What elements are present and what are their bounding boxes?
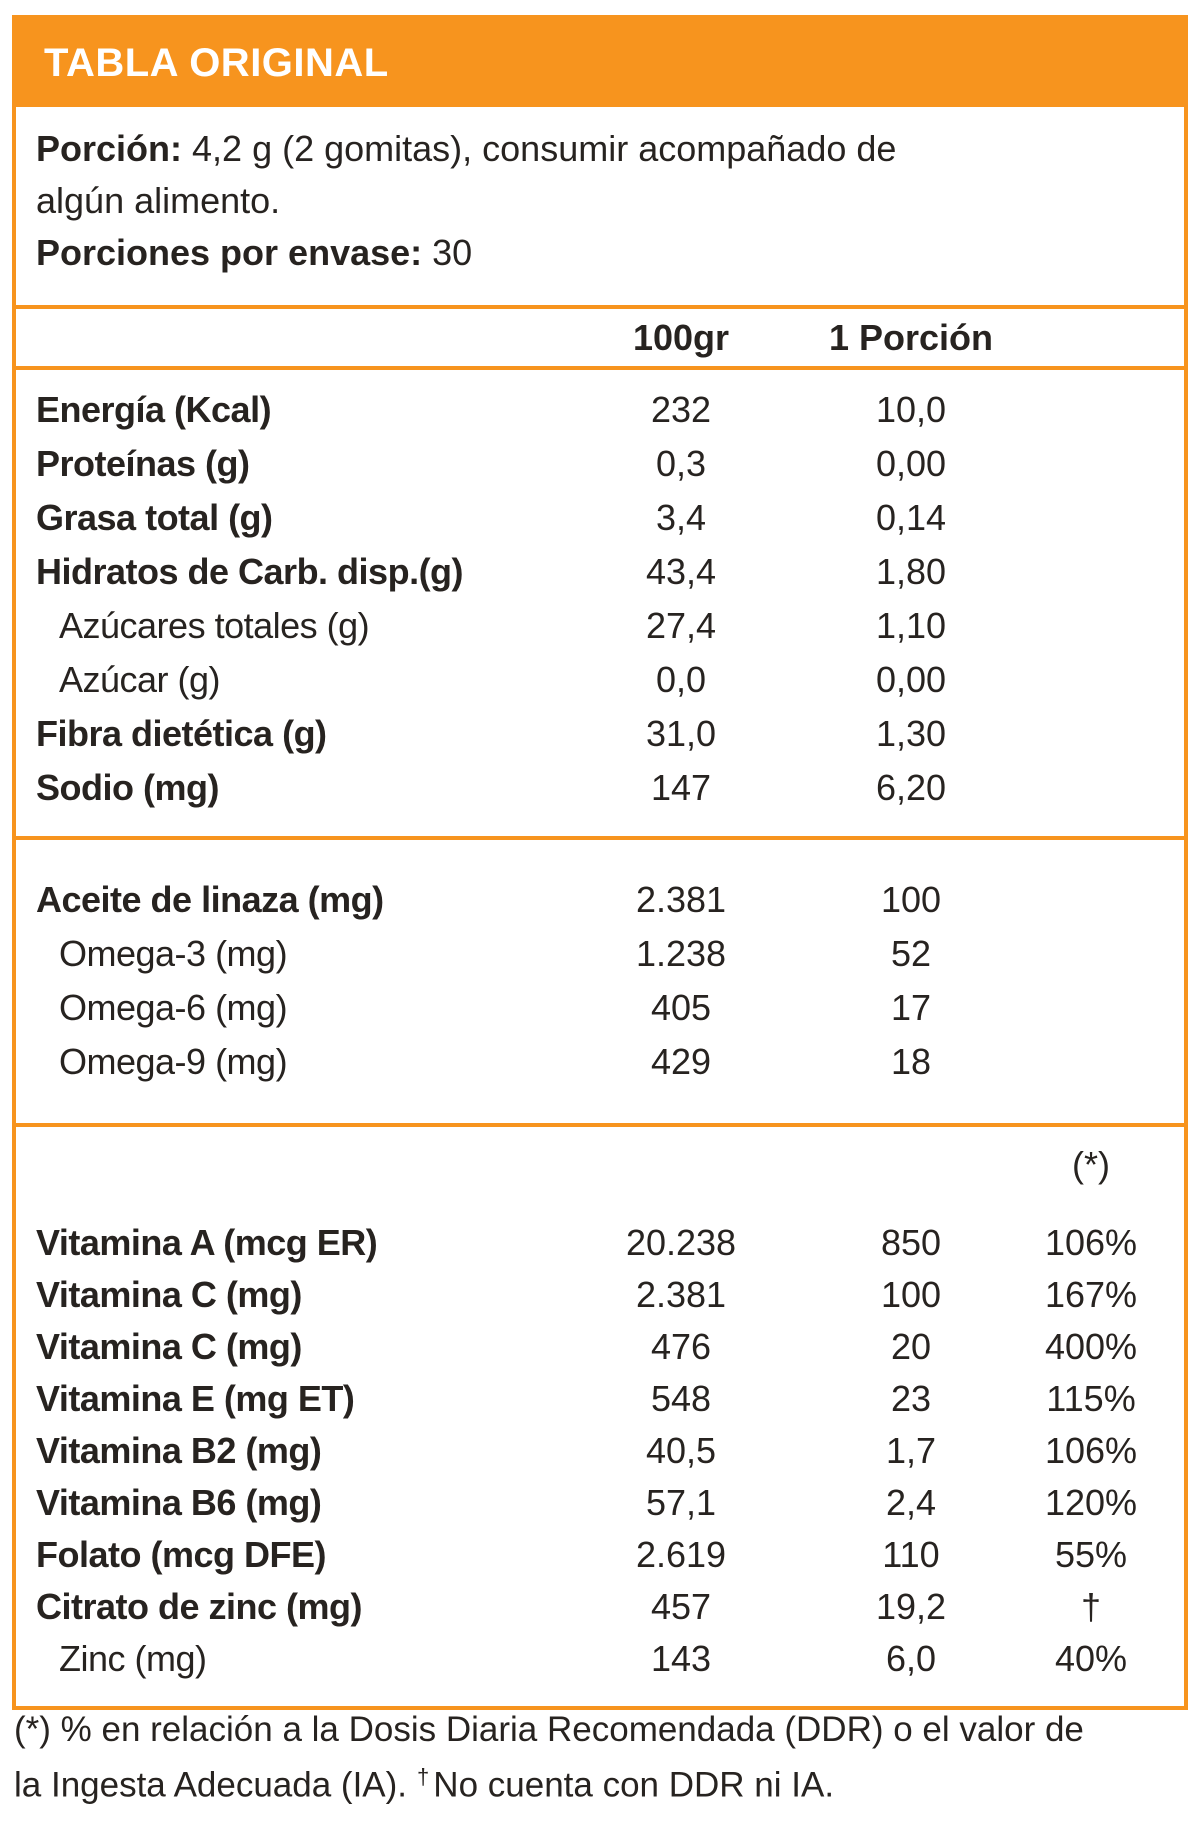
row-value-ddr: 40% — [1054, 1638, 1128, 1679]
row-value-portion: 18 — [890, 1041, 932, 1082]
row-label: Vitamina B2 (mg) — [36, 1430, 322, 1471]
table-row — [16, 599, 1184, 653]
portion-line — [36, 123, 936, 227]
row-label: Azúcar (g) — [59, 659, 221, 700]
table-row — [16, 1581, 1184, 1633]
row-value-portion: 10,0 — [875, 389, 947, 430]
footnote-line1: (*) % en relación a la Dosis Diaria Recomendada (DDR) o el valor de — [14, 1710, 1084, 1749]
row-value-portion: 850 — [880, 1222, 942, 1263]
row-value-portion: 0,00 — [875, 443, 947, 484]
row-value-100g: 3,4 — [655, 497, 707, 538]
row-value-portion: 52 — [890, 933, 932, 974]
table-row — [16, 1529, 1184, 1581]
servings-line — [36, 227, 1164, 279]
row-label: Zinc (mg) — [59, 1638, 207, 1679]
row-value-portion: 1,30 — [875, 713, 947, 754]
row-value-100g: 232 — [650, 389, 712, 430]
table-row — [16, 1373, 1184, 1425]
row-value-portion: 6,20 — [875, 767, 947, 808]
row-label: Aceite de linaza (mg) — [36, 879, 384, 920]
row-label: Omega-6 (mg) — [59, 987, 288, 1028]
row-value-100g: 1.238 — [635, 933, 727, 974]
servings-value: 30 — [432, 232, 473, 273]
row-label: Hidratos de Carb. disp.(g) — [36, 551, 464, 592]
row-value-ddr: 106% — [1044, 1430, 1138, 1471]
nutrition-table-card — [12, 15, 1188, 1710]
table-row — [16, 491, 1184, 545]
row-value-portion: 17 — [890, 987, 932, 1028]
row-label: Sodio (mg) — [36, 767, 219, 808]
row-value-ddr: 120% — [1044, 1482, 1138, 1523]
section-macronutrients — [16, 370, 1184, 836]
portion-label: Porción: — [36, 128, 183, 169]
row-value-100g: 2.381 — [635, 879, 727, 920]
table-row — [16, 1217, 1184, 1269]
table-row — [16, 707, 1184, 761]
row-value-100g: 40,5 — [645, 1430, 717, 1471]
row-value-ddr: 167% — [1044, 1274, 1138, 1315]
table-row — [16, 545, 1184, 599]
table-row — [16, 981, 1184, 1035]
row-value-portion: 1,80 — [875, 551, 947, 592]
row-label: Fibra dietética (g) — [36, 713, 327, 754]
row-value-100g: 548 — [650, 1378, 712, 1419]
row-value-portion: 6,0 — [885, 1638, 937, 1679]
row-value-portion: 23 — [890, 1378, 932, 1419]
row-label: Omega-3 (mg) — [59, 933, 288, 974]
serving-info — [16, 107, 1184, 305]
table-title: TABLA ORIGINAL — [44, 40, 389, 85]
row-label: Energía (Kcal) — [36, 389, 272, 430]
row-label: Grasa total (g) — [36, 497, 273, 538]
row-label: Omega-9 (mg) — [59, 1041, 288, 1082]
column-header-row — [16, 309, 1184, 366]
row-value-100g: 0,0 — [655, 659, 707, 700]
row-value-portion: 1,7 — [885, 1430, 937, 1471]
ddr-footnote — [14, 1706, 1194, 1809]
row-label: Proteínas (g) — [36, 443, 250, 484]
table-row — [16, 437, 1184, 491]
footnote-line2: la Ingesta Adecuada (IA). — [14, 1765, 408, 1805]
table-row — [16, 653, 1184, 707]
row-value-100g: 31,0 — [645, 713, 717, 754]
table-row — [16, 1425, 1184, 1477]
footnote-line2-end: No cuenta con DDR ni IA. — [433, 1765, 835, 1805]
row-value-portion: 0,00 — [875, 659, 947, 700]
row-value-100g: 457 — [650, 1586, 712, 1627]
row-value-portion: 1,10 — [875, 605, 947, 646]
row-value-100g: 20.238 — [625, 1222, 737, 1263]
row-value-100g: 143 — [650, 1638, 712, 1679]
table-row — [16, 1633, 1184, 1685]
row-value-100g: 147 — [650, 767, 712, 808]
table-row — [16, 383, 1184, 437]
row-label: Azúcares totales (g) — [59, 605, 370, 646]
table-row — [16, 1477, 1184, 1529]
row-value-portion: 100 — [880, 879, 942, 920]
row-value-100g: 57,1 — [645, 1482, 717, 1523]
row-value-100g: 405 — [650, 987, 712, 1028]
row-label: Vitamina E (mg ET) — [36, 1378, 355, 1419]
table-row — [16, 1269, 1184, 1321]
section-vitamins-minerals — [16, 1127, 1184, 1706]
portion-text: 4,2 g (2 gomitas), consumir acompañado de algún alimento. — [36, 128, 897, 221]
row-label: Vitamina A (mcg ER) — [36, 1222, 378, 1263]
row-value-ddr: 115% — [1046, 1378, 1136, 1419]
table-header-bar — [16, 19, 1184, 107]
table-row — [16, 927, 1184, 981]
row-value-100g: 2.619 — [635, 1534, 727, 1575]
row-value-100g: 476 — [650, 1326, 712, 1367]
row-value-portion: 0,14 — [875, 497, 947, 538]
table-row — [16, 1321, 1184, 1373]
servings-label: Porciones por envase: — [36, 232, 423, 273]
ddr-header-row — [16, 1139, 1184, 1191]
row-value-portion: 19,2 — [875, 1586, 947, 1627]
row-value-100g: 27,4 — [645, 605, 717, 646]
row-value-portion: 2,4 — [885, 1482, 937, 1523]
row-value-100g: 429 — [650, 1041, 712, 1082]
row-value-100g: 43,4 — [645, 551, 717, 592]
dagger-symbol: † — [417, 1764, 430, 1789]
row-label: Folato (mcg DFE) — [36, 1534, 326, 1575]
row-value-portion: 100 — [880, 1274, 942, 1315]
ddr-column-marker: (*) — [1072, 1144, 1110, 1185]
row-label: Vitamina C (mg) — [36, 1326, 302, 1367]
row-value-100g: 0,3 — [655, 443, 707, 484]
row-label: Citrato de zinc (mg) — [36, 1586, 363, 1627]
column-header-100g: 100gr — [632, 316, 730, 358]
row-value-portion: 110 — [882, 1534, 940, 1575]
row-value-ddr: † — [1080, 1586, 1102, 1627]
row-label: Vitamina C (mg) — [36, 1274, 302, 1315]
row-value-portion: 20 — [890, 1326, 932, 1367]
table-row — [16, 1035, 1184, 1089]
row-label: Vitamina B6 (mg) — [36, 1482, 322, 1523]
row-value-ddr: 106% — [1044, 1222, 1138, 1263]
section-oils — [16, 840, 1184, 1123]
column-header-portion: 1 Porción — [828, 316, 994, 358]
row-value-ddr: 400% — [1044, 1326, 1138, 1367]
table-row — [16, 761, 1184, 815]
row-value-ddr: 55% — [1054, 1534, 1128, 1575]
table-row — [16, 873, 1184, 927]
row-value-100g: 2.381 — [635, 1274, 727, 1315]
